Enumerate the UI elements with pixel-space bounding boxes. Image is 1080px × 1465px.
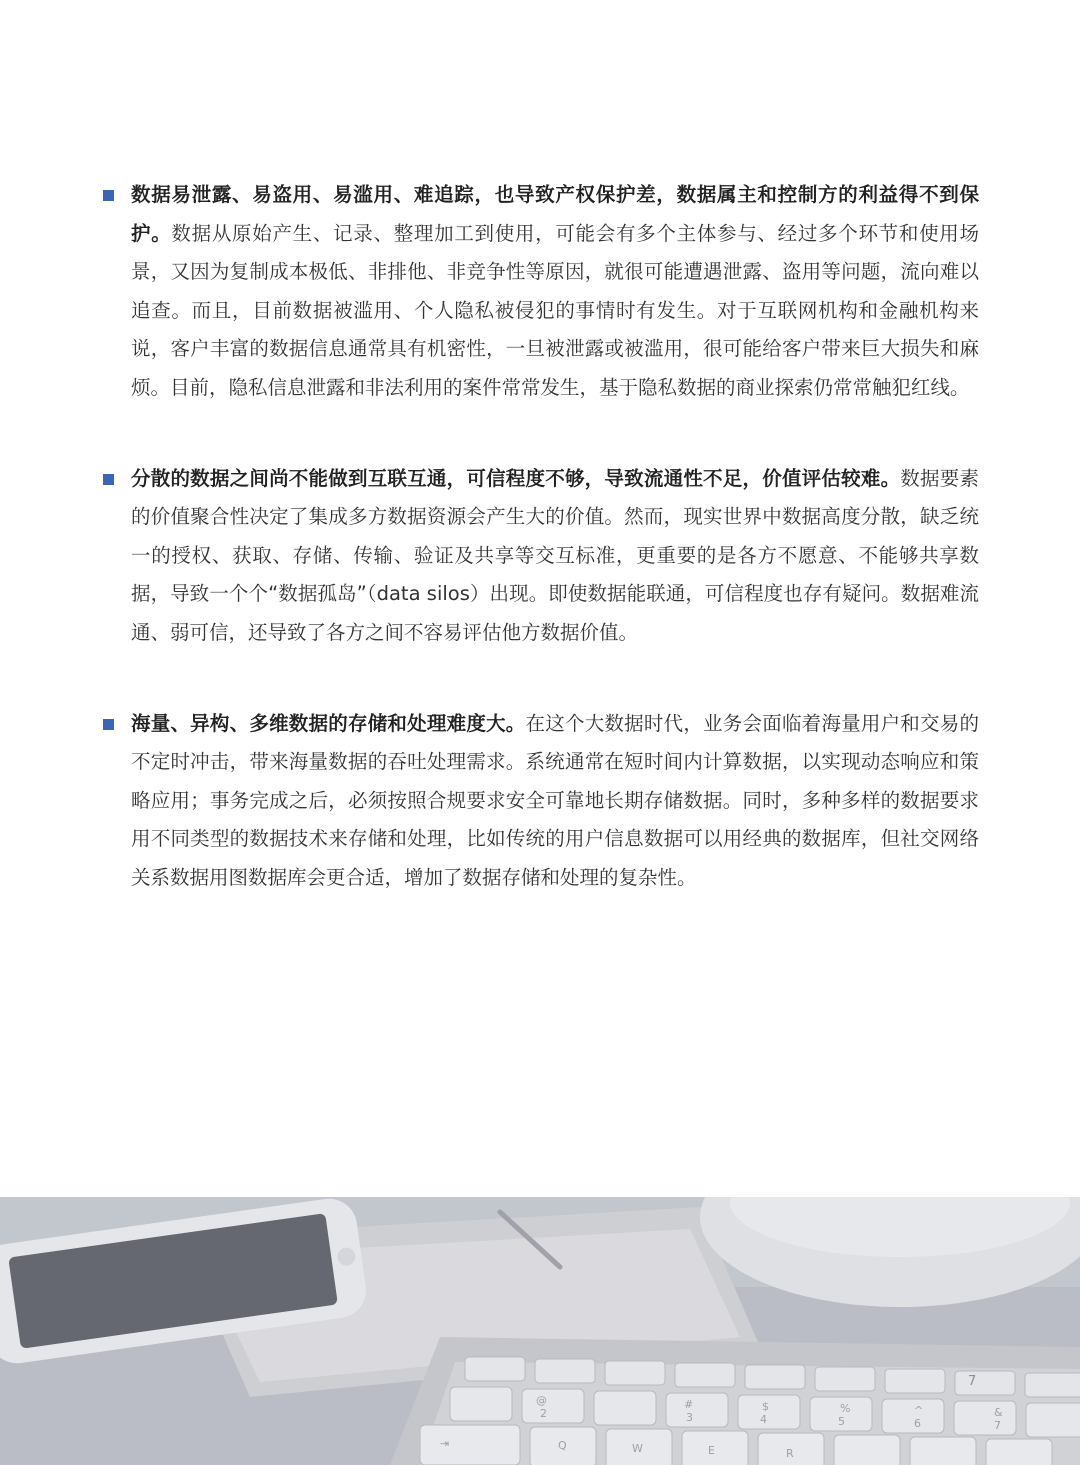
page-number: 7 [968, 1374, 977, 1389]
key-legend: # [684, 1398, 694, 1411]
key-legend: 2 [540, 1407, 547, 1420]
bullet-lead-text: 海量、异构、多维数据的存储和处理难度大。 [131, 711, 526, 735]
bullet-item-2 [131, 460, 979, 653]
bullet-item-3 [131, 705, 979, 898]
key-legend: ^ [914, 1404, 924, 1417]
key-legend: 7 [994, 1419, 1001, 1432]
key-legend: 6 [914, 1417, 921, 1430]
bullet-square-icon [103, 719, 114, 730]
key-legend: 3 [686, 1411, 693, 1424]
bullet-square-icon [103, 474, 114, 485]
key-legend: ⇥ [440, 1437, 450, 1450]
key-legend: $ [762, 1400, 769, 1413]
bullet-lead-text: 分散的数据之间尚不能做到互联互通，可信程度不够，导致流通性不足，价值评估较难。 [131, 466, 901, 490]
key-legend: Q [558, 1439, 567, 1452]
key-legend: 5 [838, 1415, 845, 1428]
bullet-lead-text: 数据易泄露、易盗用、易滥用、难追踪，也导致产权保护差，数据属主和控制方的利益得不到保护。 [131, 183, 979, 245]
bullet-item-1 [131, 176, 979, 408]
desk-photo [0, 1197, 1080, 1465]
key-legend: E [708, 1444, 715, 1457]
bullet-body-text: 在这个大数据时代，业务会面临着海量用户和交易的不定时冲击，带来海量数据的吞吐处理需求。系统通常在短时间内计算数据，以实现动态响应和策略应用；事务完成之后，必须按照合规要求安全可靠地长期存储数据。同时，多种多样的数据要求用不同类型的数据技术来存储和处理，比如传统的用户信息数据可以用经典的数据库，但社交网络关系数据用图数据库会更合适，增加了数据存储和处理的复杂性。 [131, 711, 979, 889]
key-legend: 4 [760, 1413, 767, 1426]
bullet-body-text: 数据要素的价值聚合性决定了集成多方数据资源会产生大的价值。然而，现实世界中数据高度分散，缺乏统一的授权、获取、存储、传输、验证及共享等交互标准，更重要的是各方不愿意、不能够共享数据，导致一个个“数据孤岛”（data silos）出现。即使数据能联通，可信程度也存有疑问。数据难流通、弱可信，还导致了各方之间不容易评估他方数据价值。 [131, 466, 979, 644]
desk-illustration [0, 1197, 1080, 1465]
key-legend: @ [536, 1394, 547, 1407]
bullet-square-icon [103, 190, 114, 201]
photo-tint [0, 1197, 1080, 1465]
key-legend: W [632, 1442, 643, 1455]
key-legend: % [840, 1402, 851, 1415]
bullet-body-text: 数据从原始产生、记录、整理加工到使用，可能会有多个主体参与、经过多个环节和使用场景，又因为复制成本极低、非排他、非竞争性等原因，就很可能遭遇泄露、盗用等问题，流向难以追查。而且，目前数据被滥用、个人隐私被侵犯的事情时有发生。对于互联网机构和金融机构来说，客户丰富的数据信息通常具有机密性，一旦被泄露或被滥用，很可能给客户带来巨大损失和麻烦。目前，隐私信息泄露和非法利用的案件常常发生，基于隐私数据的商业探索仍常常触犯红线。 [131, 221, 979, 399]
document-body [0, 176, 1080, 898]
key-legend: & [994, 1406, 1003, 1419]
key-legend: R [786, 1447, 794, 1460]
